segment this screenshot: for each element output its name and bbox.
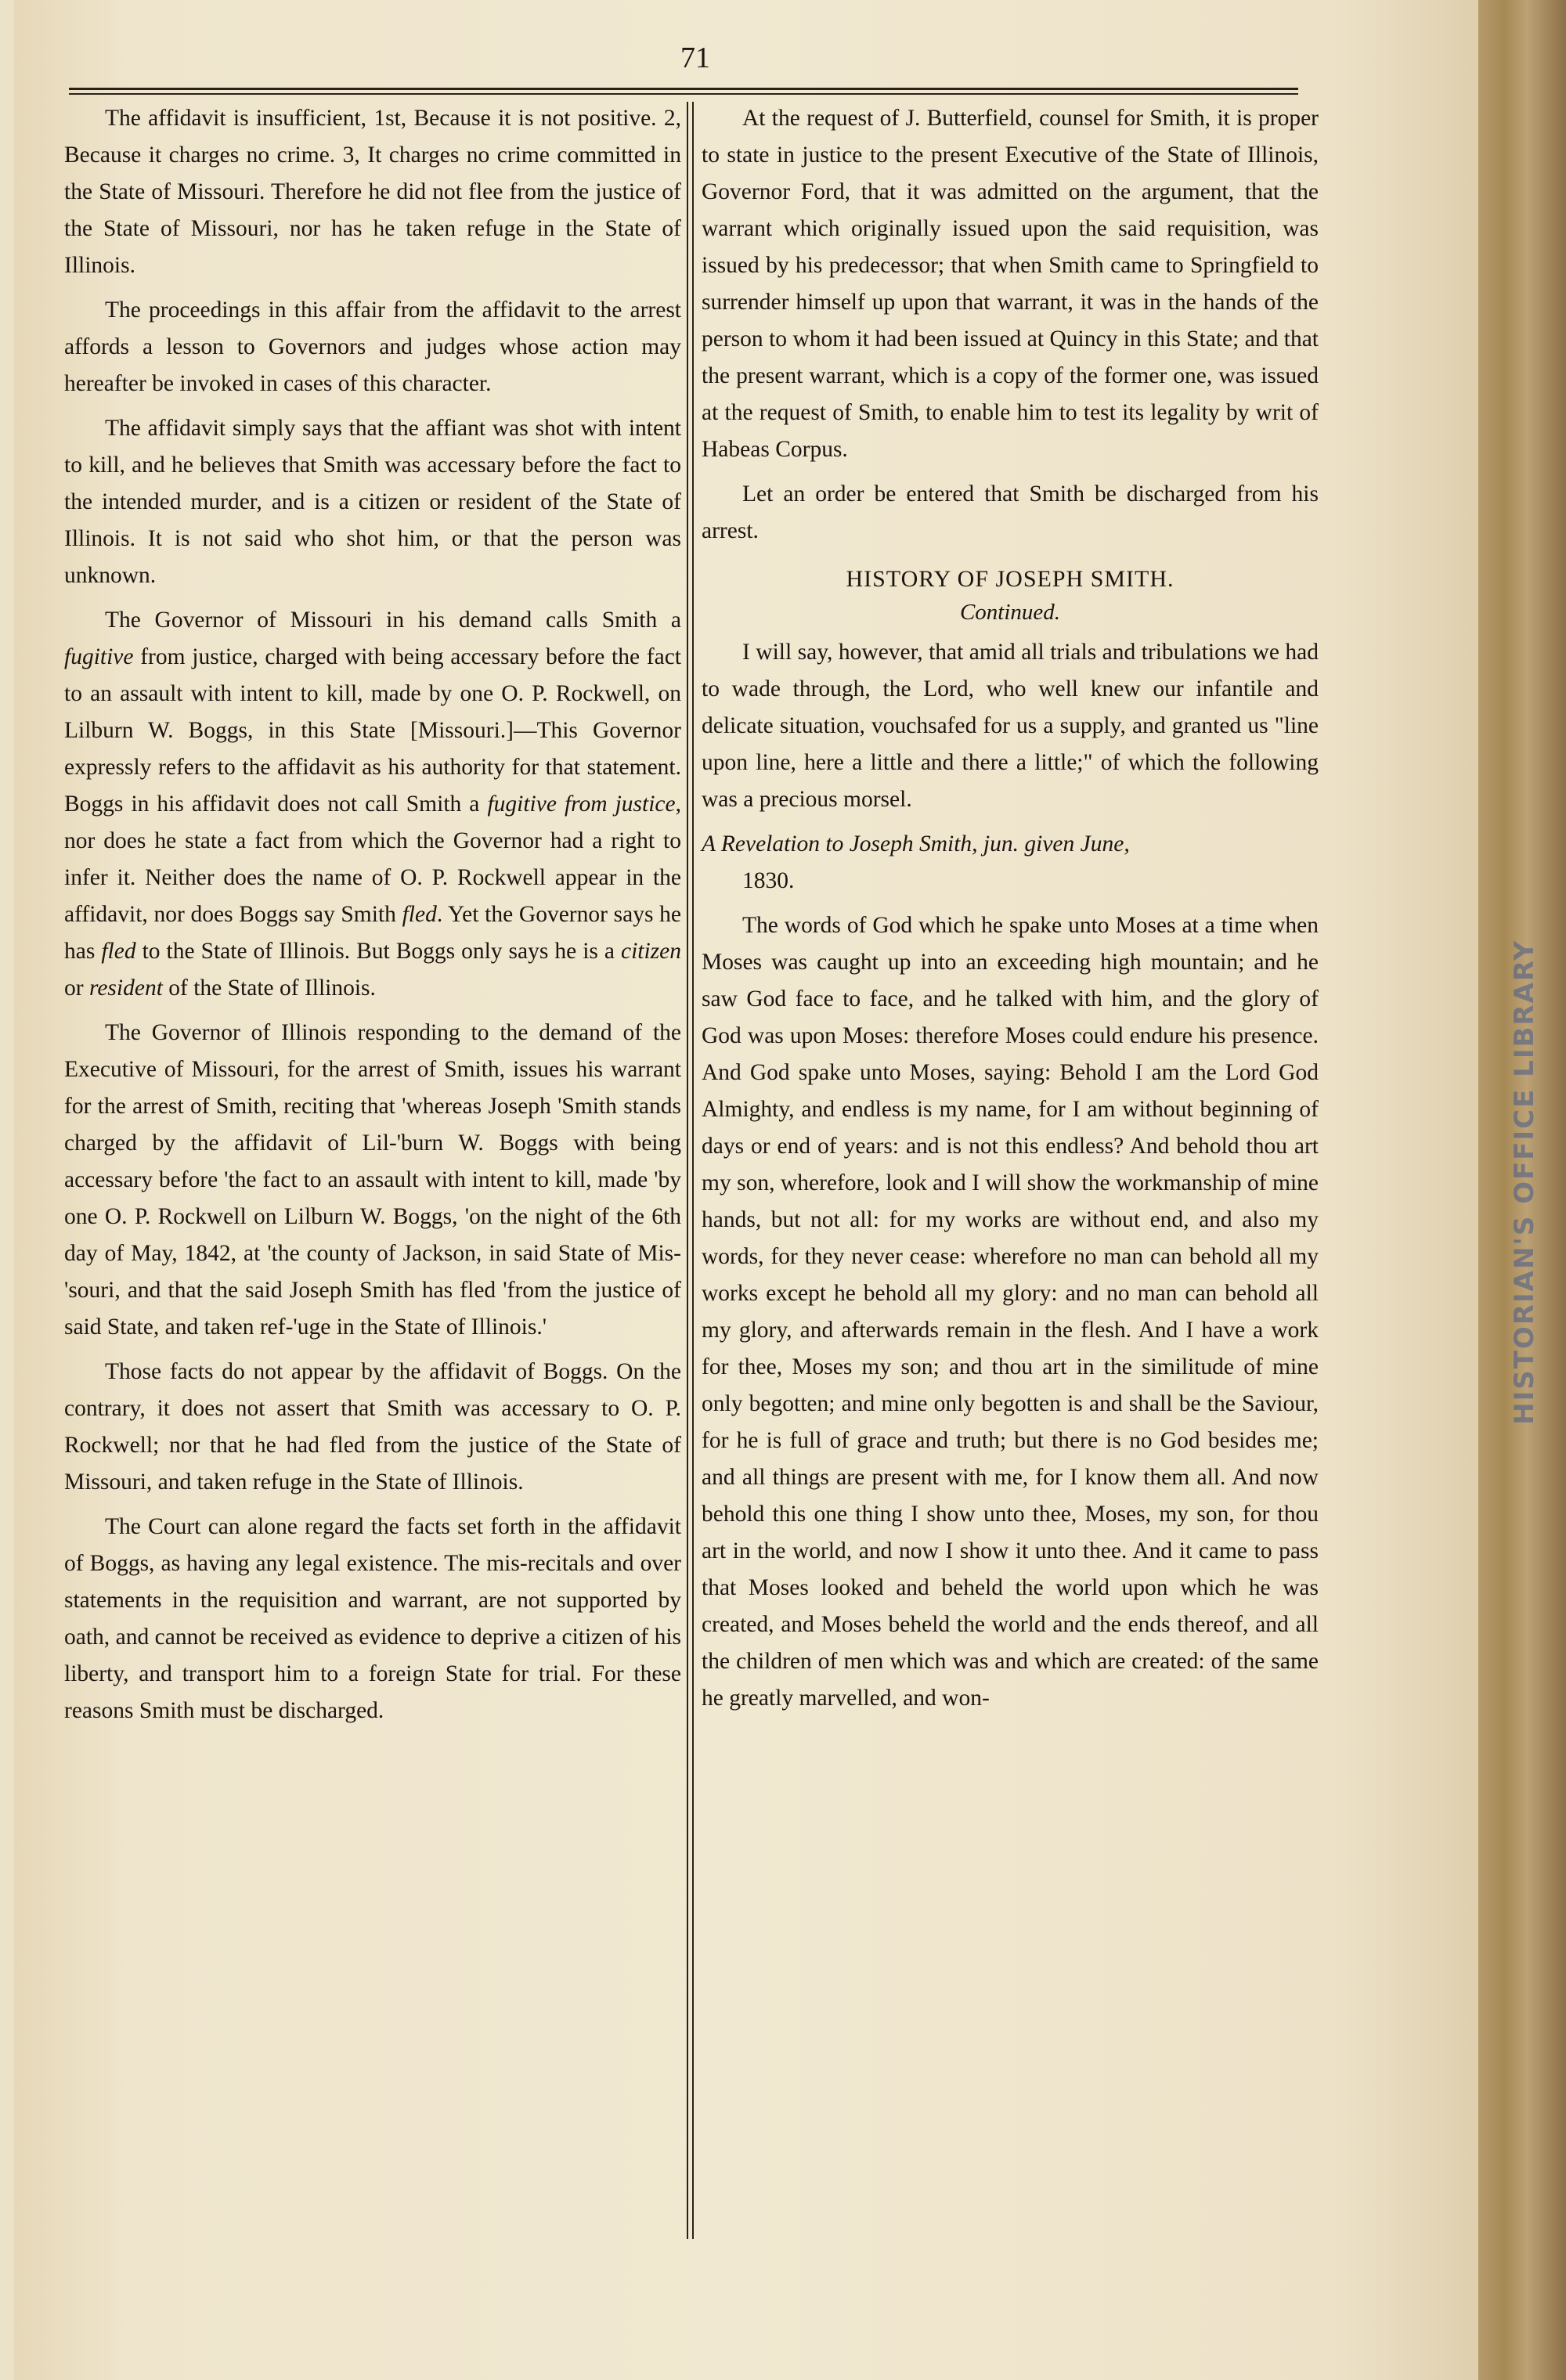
paragraph: Let an order be entered that Smith be discharged from his arrest. xyxy=(702,481,1319,543)
text-run: , nor does he state a fact from which the Governor had a right to infer it. Neither does the name of O. P. Rockwell appear in the affidavit, nor does Boggs say Smith xyxy=(64,792,681,927)
top-rule-secondary xyxy=(69,93,1298,95)
text-run: of the State of Illinois. xyxy=(162,975,376,1001)
italic-text: citizen xyxy=(620,939,681,964)
italic-text: fugitive xyxy=(64,644,134,669)
top-rule xyxy=(69,88,1298,90)
paragraph: The Governor of Illinois responding to the demand of the Executive of Missouri, for the arrest of Smith, issues his warrant for the arrest of Smith, reciting that 'whereas Joseph 'Smith stands charged by the affidavit of Lil-'burn W. Boggs with being accessary before 'the fact to an assault with intent to kill, made 'by one O. P. Rockwell on Lilburn W. Boggs, 'on the night of the 6th day of May, 1842, at 'the county of Jackson, in said State of Mis-'souri, and that the said Joseph Smith has fled 'from the justice of said State, and taken ref-'uge in the State of Illinois.' xyxy=(64,1020,681,1340)
library-stamp-text: HISTORIAN'S OFFICE LIBRARY xyxy=(1509,939,1540,1425)
italic-text: fugitive from justice xyxy=(487,792,676,817)
paragraph-governor-demand xyxy=(64,602,681,1007)
printed-page xyxy=(14,0,1478,2380)
paragraph: I will say, however, that amid all trials and tribulations we had to wade through, the Lord, who well knew our infantile and delicate situation, vouchsafed for us a supply, and granted us "line upon line, here a little and there a little;" of which the following was a precious morsel. xyxy=(702,640,1319,812)
text-run: or xyxy=(64,975,89,1001)
text-run: . Yet the Governor says he has xyxy=(64,902,681,964)
left-column xyxy=(64,100,681,1737)
paragraph: At the request of J. Butterfield, counsel for Smith, it is proper to state in justice to the present Executive of the State of Illinois, Governor Ford, that it was admitted on the argument, that the warrant which originally issued upon the said requisition, was issued by his predecessor; that when Smith came to Springfield to surrender himself up upon that warrant, it was in the hands of the person to whom it had been issued at Quincy in this State; and that the present warrant, which is a copy of the former one, was issued at the request of Smith, to enable him to test its legality by writ of Habeas Corpus. xyxy=(702,106,1319,462)
revelation-heading xyxy=(702,826,1319,900)
paragraph: Those facts do not appear by the affidavit of Boggs. On the contrary, it does not assert that Smith was accessary to O. P. Rockwell; nor that he had fled from the justice of the State of Missouri, and taken refuge in the State of Illinois. xyxy=(64,1359,681,1495)
text-run: The Governor of Missouri in his demand calls Smith a xyxy=(105,608,681,633)
italic-text: resident xyxy=(88,975,163,1001)
paragraph: The proceedings in this affair from the affidavit to the arrest affords a lesson to Governors and judges whose action may hereafter be invoked in cases of this character. xyxy=(64,298,681,396)
section-title: HISTORY OF JOSEPH SMITH. xyxy=(846,566,1174,592)
column-divider-secondary xyxy=(692,102,694,2239)
italic-text: fled xyxy=(402,902,437,927)
text-run: from justice, charged with being accessary before the fact to an assault with intent to kill, made by one O. P. Rockwell, on Lilburn W. Boggs, in this State [Missouri.]—This Governor expressly refers to the affidavit as his authority for that statement. Boggs in his affidavit does not call Smith a xyxy=(64,644,681,817)
page-number: 71 xyxy=(680,41,710,74)
section-subtitle: Continued. xyxy=(959,600,1061,625)
revelation-text: The words of God which he spake unto Moses at a time when Moses was caught up into an exceeding high mountain; and he saw God face to face, and he talked with him, and the glory of God was upon Moses: therefore Moses could endure his presence. And God spake unto Moses, saying: Behold I am the Lord God Almighty, and endless is my name, for I am without beginning of days or end of years: and is not this endless? And behold thou art my son, wherefore, look and I will show the workmanship of mine hands, but not all: for my works are without end, and also my words, for they never cease: wherefore no man can behold all my works except he behold all my glory: and no man can behold all my glory, and afterwards remain in the flesh. And I have a work for thee, Moses my son; and thou art in the similitude of mine only begotten; and mine only begotten is and shall be the Saviour, for he is full of grace and truth; but there is no God besides me; and all things are present with me, for I know them all. And now behold this one thing I show unto thee, Moses, my son, for thou art in the world, and now I show it unto thee. And it came to pass that Moses looked and beheld the world upon which he was created, and Moses beheld the world and the ends thereof, and all the children of men which was and which are created: of the same he greatly marvelled, and won- xyxy=(702,913,1319,1711)
text-run: to the State of Illinois. But Boggs only says he is a xyxy=(135,939,621,964)
paragraph: The affidavit simply says that the affiant was shot with intent to kill, and he believes that Smith was accessary before the fact to the intended murder, and is a citizen or resident of the State of Illinois. It is not said who shot him, or that the person was unknown. xyxy=(64,416,681,588)
revelation-heading-text: A Revelation to Joseph Smith, jun. given June, xyxy=(702,831,1130,856)
italic-text: fled xyxy=(101,939,136,964)
revelation-year: 1830. xyxy=(742,868,795,893)
paragraph: The affidavit is insufficient, 1st, Because it is not positive. 2, Because it charges no crime. 3, It charges no crime committed in the State of Missouri. Therefore he did not flee from the justice of the State of Missouri, nor has he taken refuge in the State of Illinois. xyxy=(64,106,681,278)
paragraph: The Court can alone regard the facts set forth in the affidavit of Boggs, as having any legal existence. The mis-recitals and over statements in the requisition and warrant, are not supported by oath, and cannot be received as evidence to deprive a citizen of his liberty, and transport him to a foreign State for trial. For these reasons Smith must be discharged. xyxy=(64,1514,681,1723)
right-column xyxy=(702,100,1319,1725)
column-divider xyxy=(687,102,688,2239)
library-stamp xyxy=(1497,939,1552,1425)
